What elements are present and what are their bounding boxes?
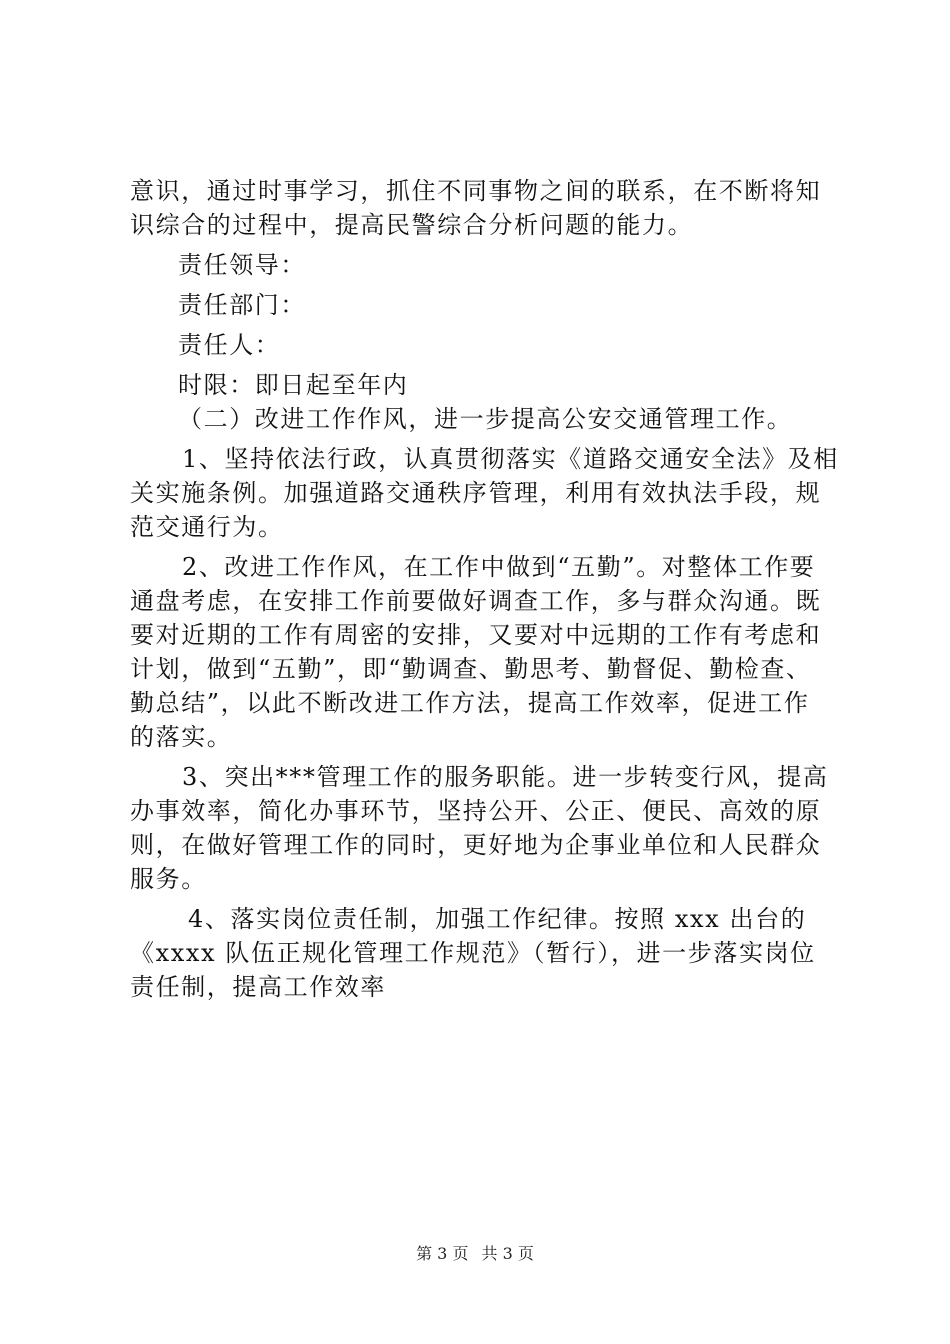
paragraph-2-line: 通盘考虑，在安排工作前要做好调查工作，多与群众沟通。既 — [130, 587, 822, 615]
paragraph-3-line: 服务。 — [130, 865, 207, 893]
paragraph-2-line: 勤总结”，以此不断改进工作方法，提高工作效率，促进工作 — [130, 689, 810, 717]
responsible-leader-label: 责任领导： — [178, 251, 306, 279]
page-footer — [0, 1244, 950, 1264]
page-number: 第 3 页 — [416, 1244, 469, 1263]
paragraph-2-line: 要对近期的工作有周密的安排，又要对中远期的工作有考虑和 — [130, 621, 822, 649]
paragraph-4-line: 责任制，提高工作效率 — [130, 973, 386, 1001]
text-line: 意识，通过时事学习，抓住不同事物之间的联系，在不断将知 — [130, 177, 822, 205]
paragraph-1-line: 范交通行为。 — [130, 513, 284, 541]
section-heading: （二）改进工作作风，进一步提高公安交通管理工作。 — [178, 405, 793, 433]
paragraph-4-line: 4、落实岗位责任制，加强工作纪律。按照 xxx 出台的 — [188, 905, 807, 933]
time-limit-line: 时限：即日起至年内 — [178, 371, 409, 399]
paragraph-2-line: 的落实。 — [130, 723, 233, 751]
document-body — [130, 174, 839, 1004]
text-line: 识综合的过程中，提高民警综合分析问题的能力。 — [130, 211, 694, 239]
paragraph-3-line: 3、突出***管理工作的服务职能。进一步转变行风，提高 — [182, 763, 829, 791]
paragraph-3-line: 则，在做好管理工作的同时，更好地为企事业单位和人民群众 — [130, 831, 822, 859]
paragraph-3-line: 办事效率，简化办事环节，坚持公开、公正、便民、高效的原 — [130, 797, 822, 825]
paragraph-1-line: 关实施条例。加强道路交通秩序管理，利用有效执法手段，规 — [130, 479, 822, 507]
paragraph-4-line: 《xxxx 队伍正规化管理工作规范》（暂行），进一步落实岗位 — [130, 939, 816, 967]
responsible-department-label: 责任部门： — [178, 291, 306, 319]
page-total: 共 3 页 — [481, 1244, 534, 1263]
responsible-person-label: 责任人： — [178, 331, 281, 359]
paragraph-2-line: 计划，做到“五勤”，即“勤调查、勤思考、勤督促、勤检查、 — [130, 655, 812, 683]
paragraph-1-line: 1、坚持依法行政，认真贯彻落实《道路交通安全法》及相 — [182, 445, 839, 473]
paragraph-2-line: 2、改进工作作风，在工作中做到“五勤”。对整体工作要 — [182, 553, 816, 581]
